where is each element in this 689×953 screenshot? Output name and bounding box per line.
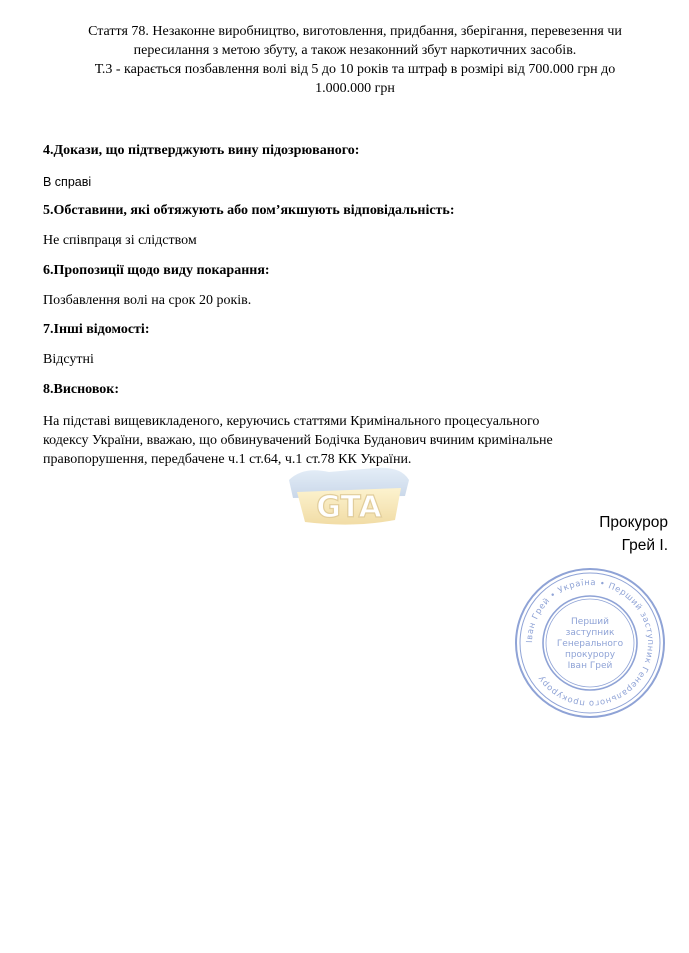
official-stamp-seal (514, 567, 666, 719)
watermark-text: GTA (316, 490, 382, 525)
section-title-evidence: 4.Докази, що підтверджують вину підозрюваного: (43, 143, 360, 158)
stamp-center-line: прокурору (564, 650, 616, 660)
section-title-conclusion: 8.Висновок: (43, 382, 120, 397)
conclusion-line: кодексу України, вважаю, що обвинувачений Бодічка Буданович вчиним кримінальне (43, 433, 553, 448)
conclusion-line: правопорушення, передбачене ч.1 ст.64, ч.1 ст.78 КК України. (43, 452, 412, 467)
stamp-center-line: Іван Грей (567, 661, 613, 671)
signature-block (599, 511, 668, 557)
article-line: Т.3 - карається позбавлення волі від 5 до 10 років та штраф в розмірі від 700.000 грн до (94, 62, 616, 77)
article-line: пересилання з метою збуту, а також незаконний збут наркотичних засобів. (133, 43, 577, 58)
conclusion-text (43, 412, 643, 469)
stamp-center-line: Перший (571, 617, 609, 627)
article-header (40, 22, 670, 98)
section-title-circumstances: 5.Обставини, які обтяжують або пом’якшують відповідальність: (43, 203, 455, 218)
signature-role: Прокурор (599, 514, 668, 531)
gta-watermark-logo (283, 462, 415, 530)
stamp-center-line: Генерального (556, 639, 624, 649)
section-title-other-info: 7.Інші відомості: (43, 322, 150, 337)
section-body-other-info: Відсутні (43, 352, 94, 367)
article-line: 1.000.000 грн (315, 81, 395, 96)
section-body-punishment: Позбавлення волі на срок 20 років. (43, 293, 252, 308)
article-line: Стаття 78. Незаконне виробництво, виготовлення, придбання, зберігання, перевезення чи (88, 24, 622, 39)
section-body-evidence: В справі (43, 175, 92, 189)
stamp-center-line: заступник (565, 628, 615, 638)
signature-name: Грей І. (621, 537, 668, 554)
section-body-circumstances: Не співпраця зі слідством (43, 233, 197, 248)
conclusion-line: На підставі вищевикладеного, керуючись статтями Кримінального процесуального (43, 414, 540, 429)
section-title-punishment: 6.Пропозиції щодо виду покарання: (43, 263, 270, 278)
stamp-ring-text: Іван Грей • Україна • Перший заступник Генерального прокурору (523, 576, 657, 710)
